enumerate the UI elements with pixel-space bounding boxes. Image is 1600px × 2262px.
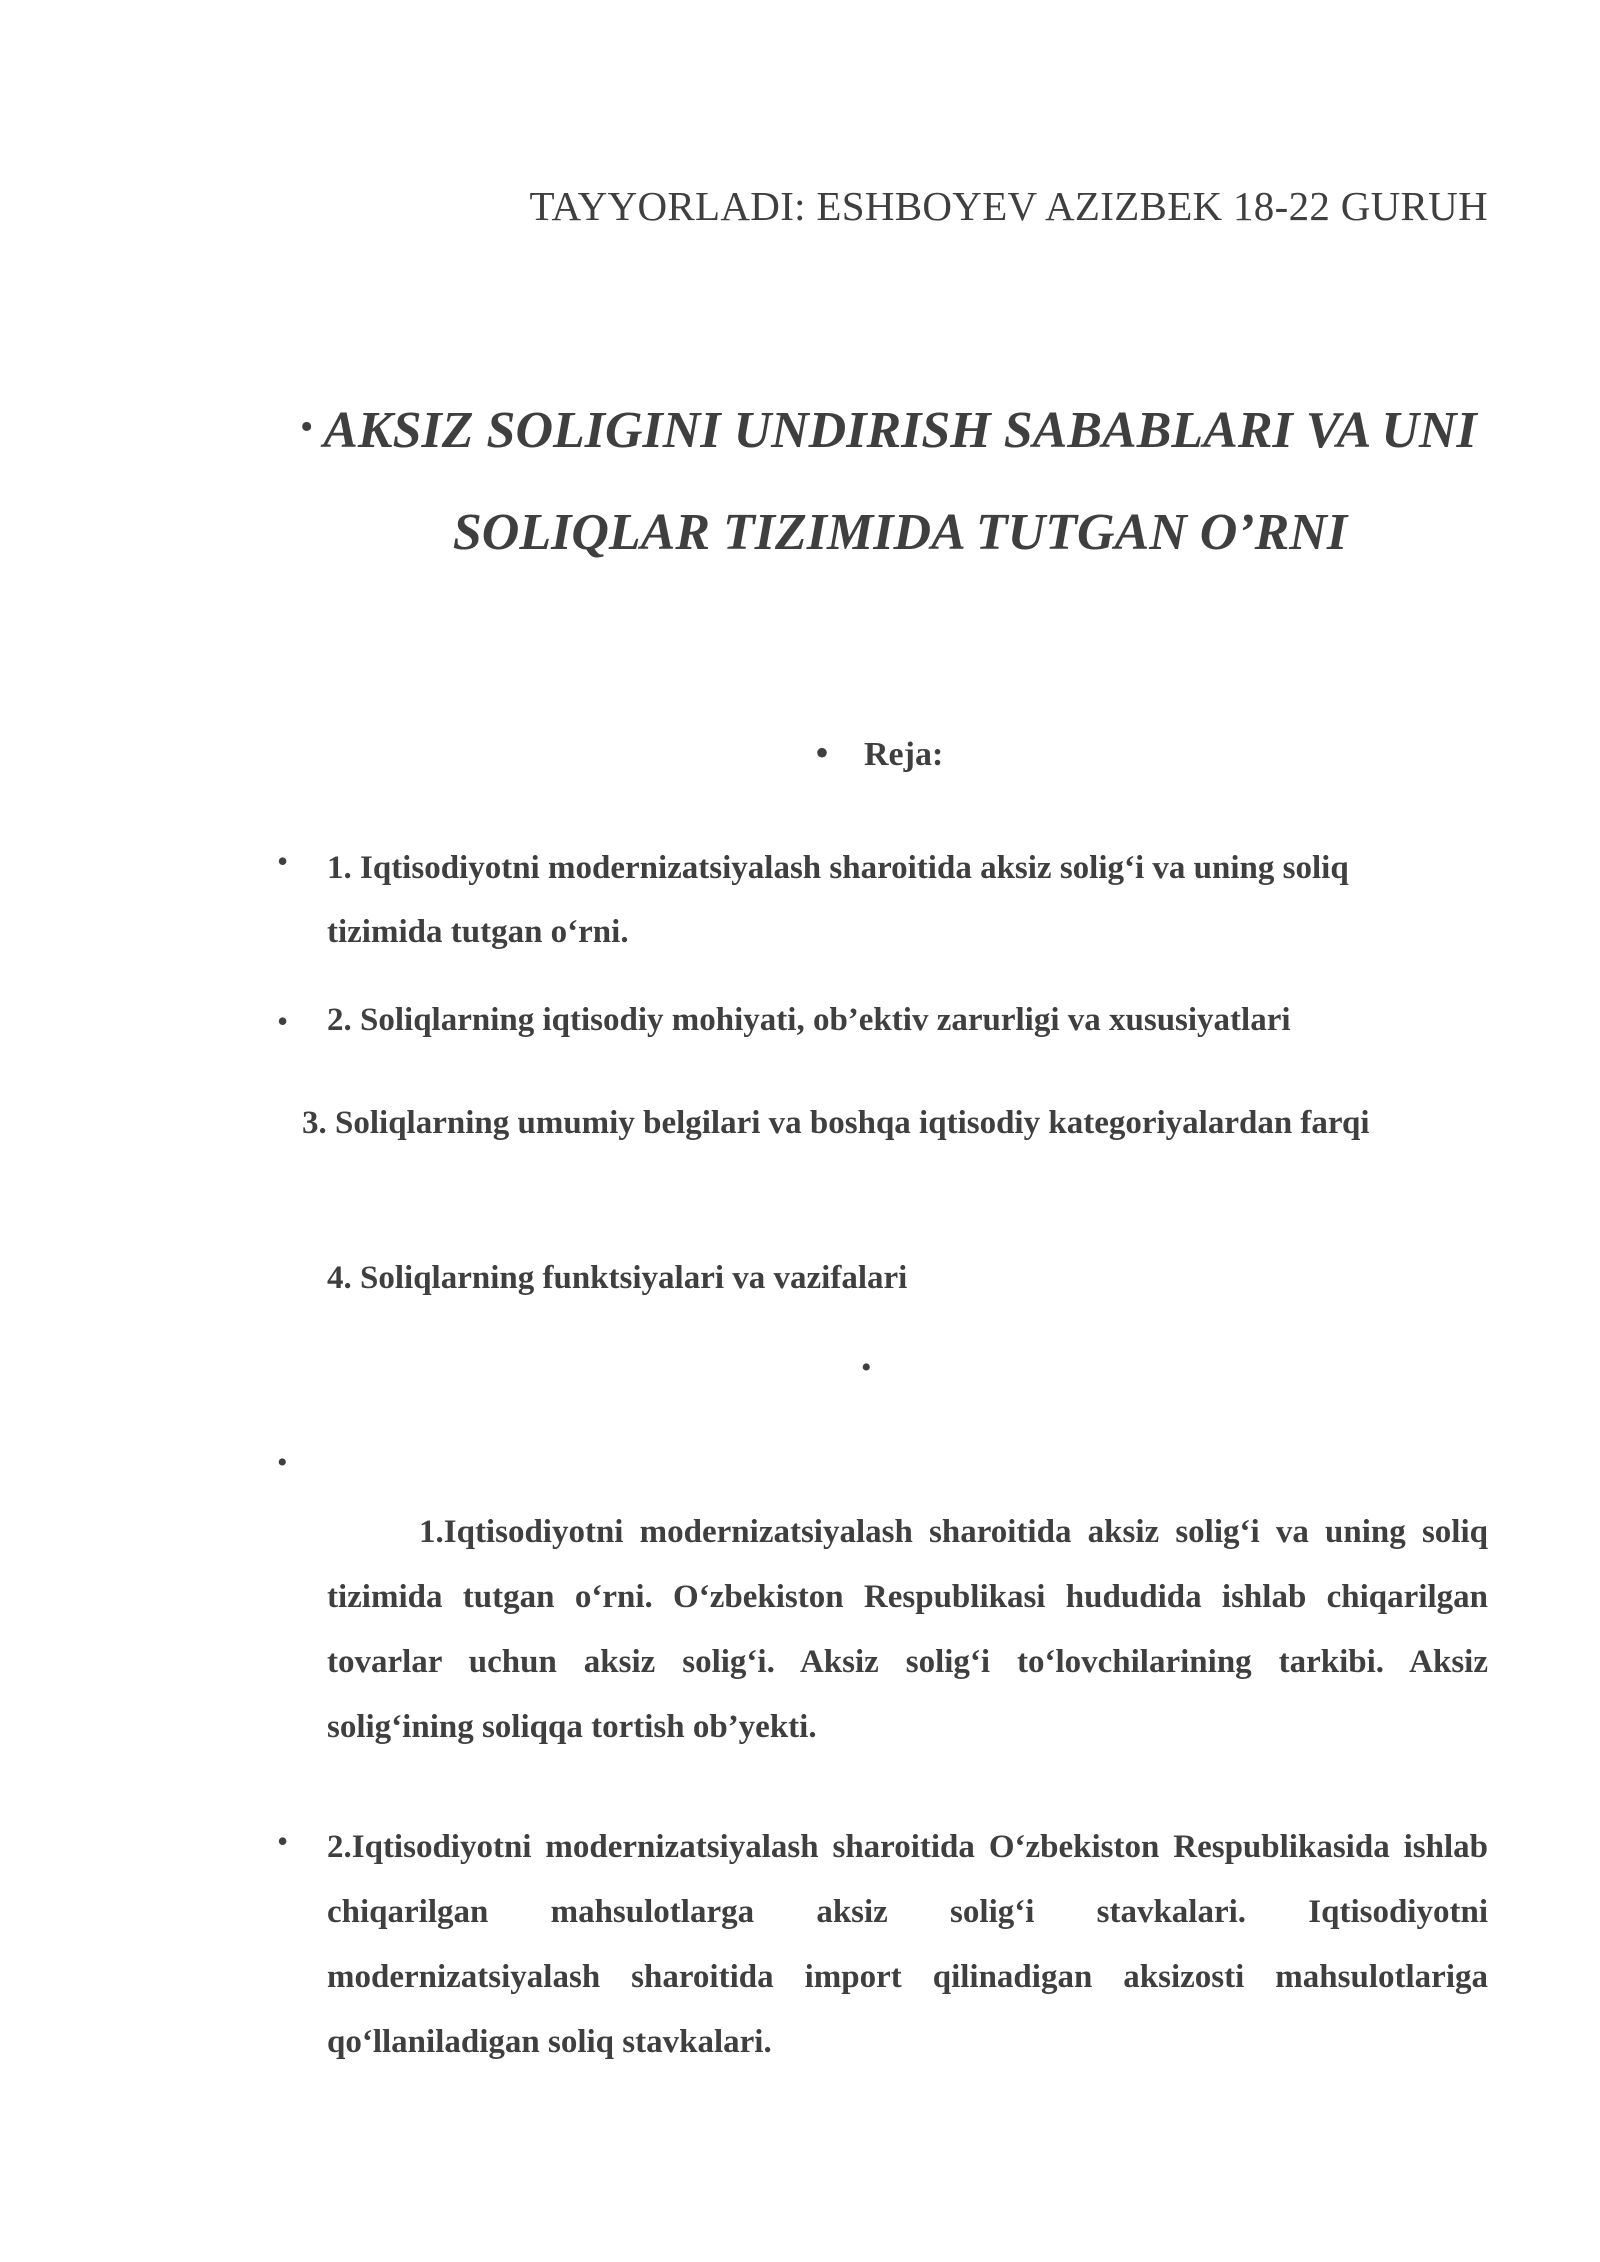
body-paragraph-2-bullet: • [277, 1823, 289, 1859]
body-paragraph-1: 1.Iqtisodiyotni modernizatsiyalash sharoitida aksiz solig‘i va uning soliq tizimida tutgan o‘rni. O‘zbekiston Respublikasi hududida ishlab chiqarilgan tovarlar uchun aksiz solig‘i. Aksiz solig‘i to‘lovchilarining tarkibi. Aksiz solig‘ining soliqqa tortish ob’yekti. [327, 1514, 1488, 1745]
document-title: AKSIZ SOLIGINI UNDIRISH SABABLARI VA UNI SOLIQLAR TIZIMIDA TUTGAN O’RNI [323, 402, 1477, 561]
plan-item-1-bullet: • [277, 843, 289, 879]
plan-item-2: 2. Soliqlarning iqtisodiy mohiyati, ob’ektiv zarurligi va xususiyatlari [327, 1002, 1291, 1038]
author-line: TAYYORLADI: ESHBOYEV AZIZBEK 18-22 GURUH [529, 183, 1488, 229]
plan-item-4: 4. Soliqlarning funktsiyalari va vazifalari [327, 1260, 908, 1296]
empty-bullet-left: • [277, 1446, 288, 1479]
title-bullet: • [300, 406, 314, 448]
body-paragraph-2: 2.Iqtisodiyotni modernizatsiyalash sharoitida O‘zbekiston Respublikasida ishlab chiqarilgan mahsulotlarga aksiz solig‘i stavkalari. Iqtisodiyotni modernizatsiyalash sharoitida import qilinadigan aksizosti mahsulotlariga qo‘llaniladigan soliq stavkalari. [327, 1829, 1488, 2060]
plan-heading: Reja: [864, 736, 944, 773]
plan-heading-bullet: • [815, 730, 830, 775]
plan-item-2-bullet: • [277, 1003, 289, 1039]
plan-item-3: 3. Soliqlarning umumiy belgilari va boshqa iqtisodiy kategoriyalardan farqi [302, 1105, 1370, 1141]
plan-item-1: 1. Iqtisodiyotni modernizatsiyalash sharoitida aksiz solig‘i va uning soliq tizimida tutgan o‘rni. [327, 850, 1349, 950]
empty-bullet-center: • [861, 1351, 872, 1384]
